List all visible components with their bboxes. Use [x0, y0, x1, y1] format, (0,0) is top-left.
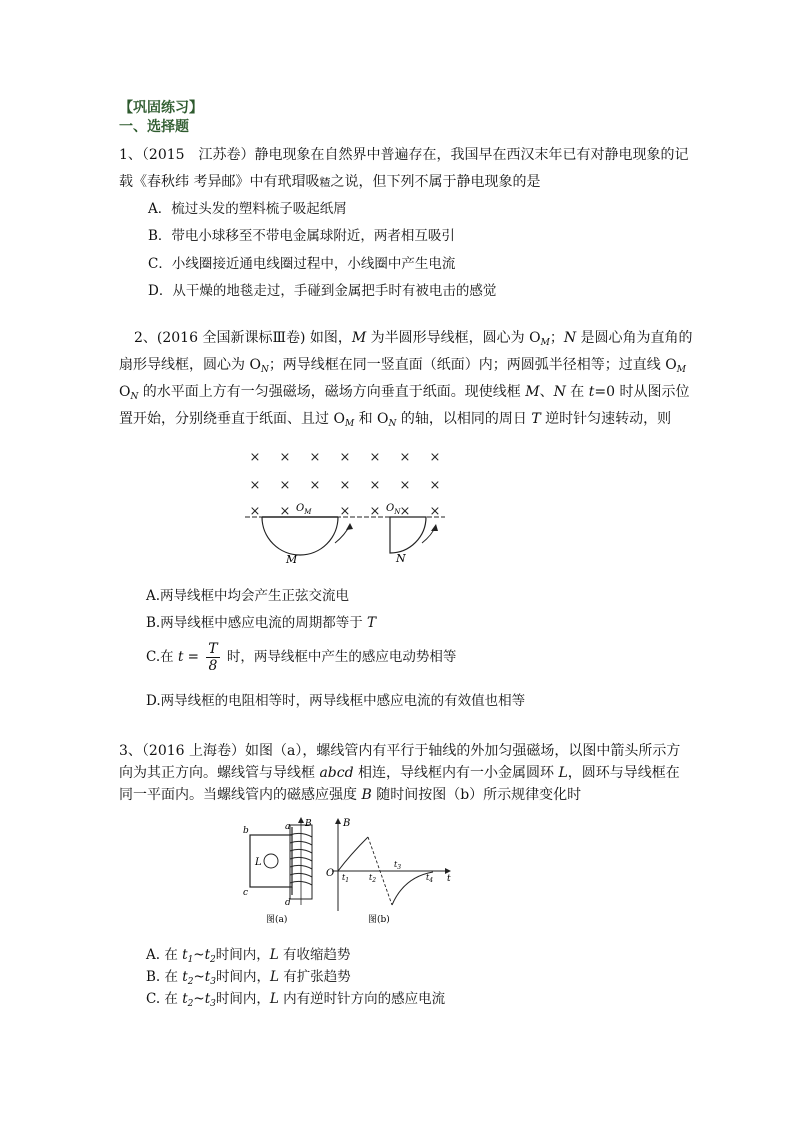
label-t-axis: t — [447, 874, 451, 884]
label-b: b — [243, 826, 249, 836]
svg-text:×: × — [279, 450, 291, 465]
q1-line-2: 载《春秋纬 考异邮》中有玳瑁吸𥻗之说，但下列不属于静电现象的是 — [119, 174, 541, 190]
q2-line-4: 置开始，分别绕垂直于纸面、且过 $O_M$ 和 $O_N$ 的轴，以相同的周日 T 逆时针匀速转动，则 — [119, 411, 672, 429]
sector-frame-n — [390, 517, 426, 553]
label-n: N — [396, 552, 406, 565]
q1-option-d: D．从干燥的地毯走过，手碰到金属把手时有被电击的感觉 — [148, 283, 497, 299]
q1-option-a: A．梳过头发的塑料梳子吸起纸屑 — [148, 201, 347, 217]
q1-option-b: B．带电小球移至不带电金属球附近，两者相互吸引 — [148, 228, 455, 244]
label-m: M — [286, 553, 298, 566]
svg-text:×: × — [369, 504, 381, 519]
arrowhead-n-icon — [431, 524, 438, 531]
svg-text:×: × — [339, 450, 351, 465]
svg-text:×: × — [399, 478, 411, 493]
q3-option-a: A. 在 $t_1\sim t_2$时间内，L 有收缩趋势 — [146, 947, 351, 965]
fraction-t-over-8: $\frac{T}{8}$ — [208, 641, 218, 674]
label-om: $O_M$ — [296, 503, 312, 516]
svg-text:×: × — [279, 504, 291, 519]
label-t1: $t_1$ — [342, 873, 350, 884]
q3-figure-b — [318, 815, 458, 927]
svg-text:×: × — [339, 504, 351, 519]
magnetic-field-crosses — [250, 450, 441, 519]
field-direction-arrow-icon — [298, 817, 304, 823]
label-on: $O_N$ — [386, 503, 401, 516]
label-a: a — [285, 822, 291, 832]
q3-option-c: C. 在 $t_2\sim t_3$时间内，L 内有逆时针方向的感应电流 — [146, 991, 446, 1009]
svg-text:×: × — [249, 504, 261, 519]
label-t2: $t_2$ — [369, 873, 377, 884]
caption-figure-a: 图(a) — [266, 915, 288, 925]
q2-figure — [240, 445, 450, 570]
svg-text:×: × — [399, 450, 411, 465]
q1-line-1: 1、（2015 江苏卷）静电现象在自然界中普遍存在，我国早在西汉末年已有对静电现象的记 — [119, 147, 689, 163]
svg-text:×: × — [429, 504, 441, 519]
q2-option-d: D.两导线框的电阻相等时，两导线框中感应电流的有效值也相等 — [146, 693, 526, 709]
svg-text:×: × — [369, 450, 381, 465]
svg-text:×: × — [249, 478, 261, 493]
label-b-axis: B — [343, 818, 351, 829]
svg-text:×: × — [369, 478, 381, 493]
q3-line-3: 同一平面内。当螺线管内的磁感应强度 B 随时间按图（b）所示规律变化时 — [119, 787, 582, 803]
svg-text:×: × — [399, 504, 411, 519]
q1-option-c: C．小线圈接近通电线圈过程中，小线圈中产生电流 — [148, 256, 456, 272]
q2-line-2: 扇形导线框，圆心为 $O_N$；两导线框在同一竖直面（纸面）内；两圆弧半径相等；过直线 $O_M$ — [119, 357, 686, 375]
label-t4: $t_4$ — [426, 873, 434, 884]
label-t3: $t_3$ — [394, 860, 402, 871]
q2-option-b: B.两导线框中感应电流的周期都等于 T — [146, 615, 377, 631]
label-origin: O — [326, 868, 335, 879]
q3-line-2: 向为其正方向。螺线管与导线框 abcd 相连，导线框内有一小金属圆环 L，圆环与导线框在 — [119, 765, 680, 781]
svg-text:×: × — [309, 450, 321, 465]
svg-text:×: × — [249, 450, 261, 465]
label-d: d — [285, 898, 291, 908]
b-axis-arrow-icon — [335, 818, 341, 824]
q2-line-3: $O_N$ 的水平面上方有一匀强磁场，磁场方向垂直于纸面。现使线框 M、N 在 t=0 时从图示位 — [119, 384, 690, 402]
arrowhead-m-icon — [346, 523, 353, 530]
label-c: c — [243, 888, 249, 898]
svg-text:×: × — [339, 478, 351, 493]
svg-text:×: × — [429, 450, 441, 465]
q2-option-a: A.两导线框中均会产生正弦交流电 — [146, 588, 350, 604]
caption-figure-b: 图(b) — [368, 915, 390, 925]
q3-option-b: B. 在 $t_2\sim t_3$时间内，L 有扩张趋势 — [146, 969, 351, 987]
metal-ring-l — [264, 854, 278, 868]
label-l: L — [255, 857, 262, 868]
q3-line-1: 3、（2016 上海卷）如图（a），螺线管内有平行于轴线的外加匀强磁场，以图中箭头所示方 — [119, 743, 681, 759]
svg-text:×: × — [279, 478, 291, 493]
svg-text:×: × — [309, 478, 321, 493]
section-subheading: 一、选择题 — [119, 119, 189, 135]
svg-text:×: × — [429, 478, 441, 493]
q2-line-1: 2、(2016 全国新课标Ⅲ卷) 如图，M 为半圆形导线框，圆心为 $O_M$；N 是圆心角为直角的 — [134, 330, 693, 348]
b-curve-rise — [338, 837, 368, 871]
section-heading: 【巩固练习】 — [119, 100, 203, 116]
label-b-field: B — [305, 819, 312, 829]
semicircle-frame-m — [262, 517, 338, 555]
q2-option-c: C.在 t = $\frac{T}{8}$ 时，两导线框中产生的感应电动势相等 — [146, 641, 457, 674]
